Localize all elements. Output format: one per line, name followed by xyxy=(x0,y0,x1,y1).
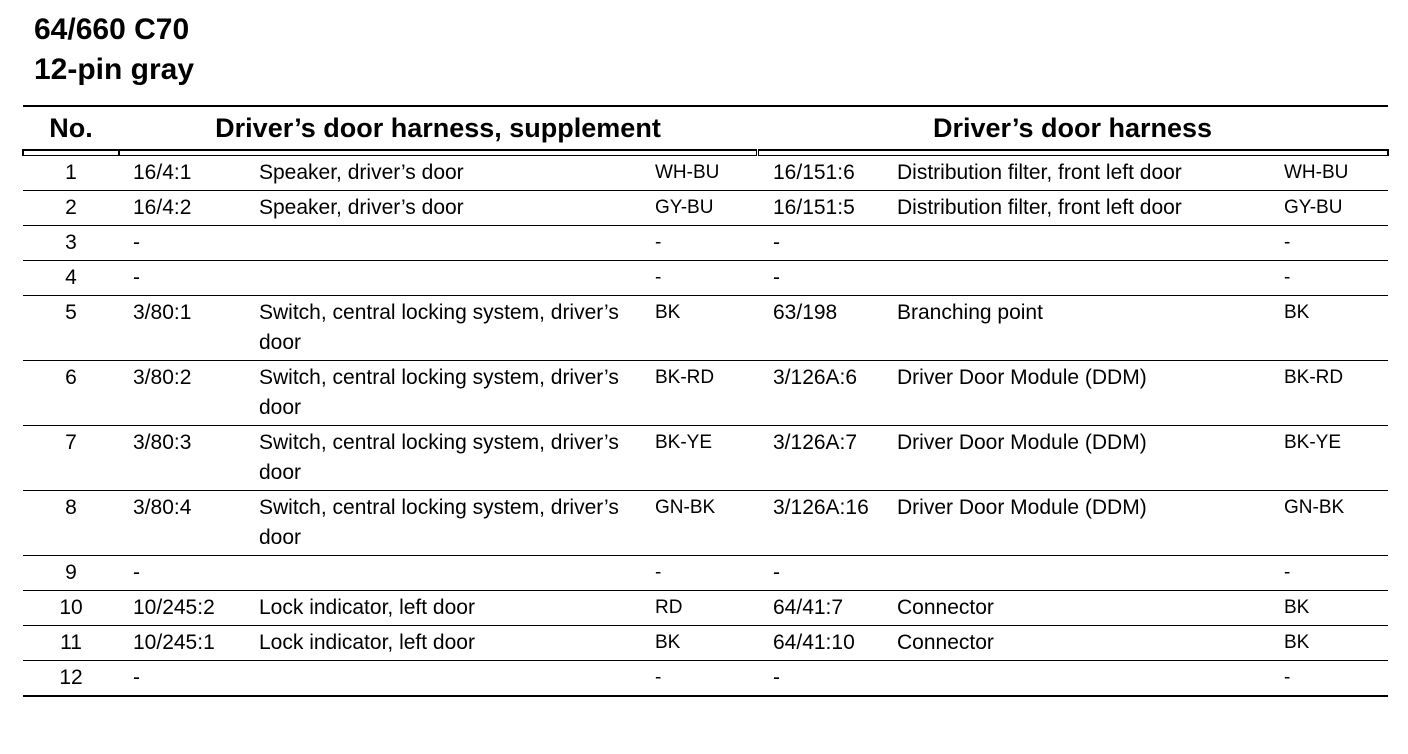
left-wire-color: BK xyxy=(639,296,757,361)
right-component-description xyxy=(897,556,1268,591)
right-component-description: Driver Door Module (DDM) xyxy=(897,426,1268,491)
left-wire-color: BK-YE xyxy=(639,426,757,491)
header-left-harness: Driver’s door harness, supplement xyxy=(119,106,757,150)
right-component-description xyxy=(897,226,1268,261)
pin-number: 5 xyxy=(23,296,119,361)
table-row xyxy=(23,296,1388,361)
right-component-description: Branching point xyxy=(897,296,1268,361)
right-component-description: Driver Door Module (DDM) xyxy=(897,491,1268,556)
right-component-description: Distribution filter, front left door xyxy=(897,191,1268,226)
pin-number: 2 xyxy=(23,191,119,226)
left-terminal-code: - xyxy=(119,261,259,296)
right-terminal-code: 64/41:7 xyxy=(757,591,897,626)
left-terminal-code: 10/245:2 xyxy=(119,591,259,626)
pin-assignment-table xyxy=(22,105,1389,697)
left-component-description: Switch, central locking system, driver’s door xyxy=(259,296,639,361)
right-terminal-code: 16/151:5 xyxy=(757,191,897,226)
left-terminal-code: 3/80:1 xyxy=(119,296,259,361)
table-row xyxy=(23,261,1388,296)
right-terminal-code: - xyxy=(757,661,897,697)
right-component-description: Distribution filter, front left door xyxy=(897,156,1268,191)
pin-number: 3 xyxy=(23,226,119,261)
right-wire-color: GN-BK xyxy=(1268,491,1388,556)
left-terminal-code: 3/80:2 xyxy=(119,361,259,426)
pin-number: 8 xyxy=(23,491,119,556)
left-component-description: Switch, central locking system, driver’s door xyxy=(259,491,639,556)
right-terminal-code: - xyxy=(757,261,897,296)
left-terminal-code: - xyxy=(119,226,259,261)
left-wire-color: BK xyxy=(639,626,757,661)
right-wire-color: - xyxy=(1268,226,1388,261)
right-terminal-code: 3/126A:7 xyxy=(757,426,897,491)
right-wire-color: BK xyxy=(1268,626,1388,661)
right-terminal-code: 64/41:10 xyxy=(757,626,897,661)
pin-number: 7 xyxy=(23,426,119,491)
right-wire-color: BK-RD xyxy=(1268,361,1388,426)
connector-title xyxy=(34,10,194,90)
right-component-description: Connector xyxy=(897,591,1268,626)
table-row xyxy=(23,156,1388,191)
left-component-description xyxy=(259,661,639,697)
pin-number: 4 xyxy=(23,261,119,296)
left-component-description: Lock indicator, left door xyxy=(259,626,639,661)
pin-number: 10 xyxy=(23,591,119,626)
left-component-description: Lock indicator, left door xyxy=(259,591,639,626)
left-wire-color: GN-BK xyxy=(639,491,757,556)
right-wire-color: - xyxy=(1268,556,1388,591)
right-component-description: Connector xyxy=(897,626,1268,661)
left-component-description: Switch, central locking system, driver’s door xyxy=(259,426,639,491)
left-terminal-code: 16/4:1 xyxy=(119,156,259,191)
right-component-description xyxy=(897,661,1268,697)
right-component-description: Driver Door Module (DDM) xyxy=(897,361,1268,426)
right-terminal-code: 63/198 xyxy=(757,296,897,361)
right-terminal-code: - xyxy=(757,226,897,261)
pin-number: 6 xyxy=(23,361,119,426)
left-wire-color: - xyxy=(639,261,757,296)
left-terminal-code: - xyxy=(119,556,259,591)
pin-number: 12 xyxy=(23,661,119,697)
right-wire-color: BK xyxy=(1268,296,1388,361)
left-wire-color: - xyxy=(639,226,757,261)
table-row xyxy=(23,661,1388,697)
right-terminal-code: 3/126A:6 xyxy=(757,361,897,426)
right-terminal-code: - xyxy=(757,556,897,591)
left-wire-color: RD xyxy=(639,591,757,626)
right-wire-color: GY-BU xyxy=(1268,191,1388,226)
table-row xyxy=(23,556,1388,591)
table-row xyxy=(23,226,1388,261)
table-header-row xyxy=(23,106,1388,150)
left-component-description: Speaker, driver’s door xyxy=(259,156,639,191)
right-wire-color: BK xyxy=(1268,591,1388,626)
right-wire-color: BK-YE xyxy=(1268,426,1388,491)
left-component-description xyxy=(259,556,639,591)
right-wire-color: WH-BU xyxy=(1268,156,1388,191)
pin-number: 1 xyxy=(23,156,119,191)
header-right-harness: Driver’s door harness xyxy=(757,106,1388,150)
pin-number: 11 xyxy=(23,626,119,661)
right-terminal-code: 3/126A:16 xyxy=(757,491,897,556)
table-row xyxy=(23,426,1388,491)
left-wire-color: GY-BU xyxy=(639,191,757,226)
left-wire-color: WH-BU xyxy=(639,156,757,191)
right-terminal-code: 16/151:6 xyxy=(757,156,897,191)
connector-id: 64/660 C70 xyxy=(34,13,190,46)
table-row xyxy=(23,591,1388,626)
right-wire-color: - xyxy=(1268,661,1388,697)
left-component-description xyxy=(259,226,639,261)
left-terminal-code: 3/80:3 xyxy=(119,426,259,491)
header-no: No. xyxy=(23,106,119,150)
left-component-description: Speaker, driver’s door xyxy=(259,191,639,226)
left-component-description xyxy=(259,261,639,296)
left-terminal-code: - xyxy=(119,661,259,697)
left-wire-color: BK-RD xyxy=(639,361,757,426)
table-row xyxy=(23,191,1388,226)
left-component-description: Switch, central locking system, driver’s door xyxy=(259,361,639,426)
left-wire-color: - xyxy=(639,556,757,591)
right-wire-color: - xyxy=(1268,261,1388,296)
connector-description: 12-pin gray xyxy=(34,53,195,86)
pin-number: 9 xyxy=(23,556,119,591)
table-row xyxy=(23,626,1388,661)
table-row xyxy=(23,491,1388,556)
left-terminal-code: 3/80:4 xyxy=(119,491,259,556)
left-terminal-code: 16/4:2 xyxy=(119,191,259,226)
left-wire-color: - xyxy=(639,661,757,697)
left-terminal-code: 10/245:1 xyxy=(119,626,259,661)
table-row xyxy=(23,361,1388,426)
right-component-description xyxy=(897,261,1268,296)
